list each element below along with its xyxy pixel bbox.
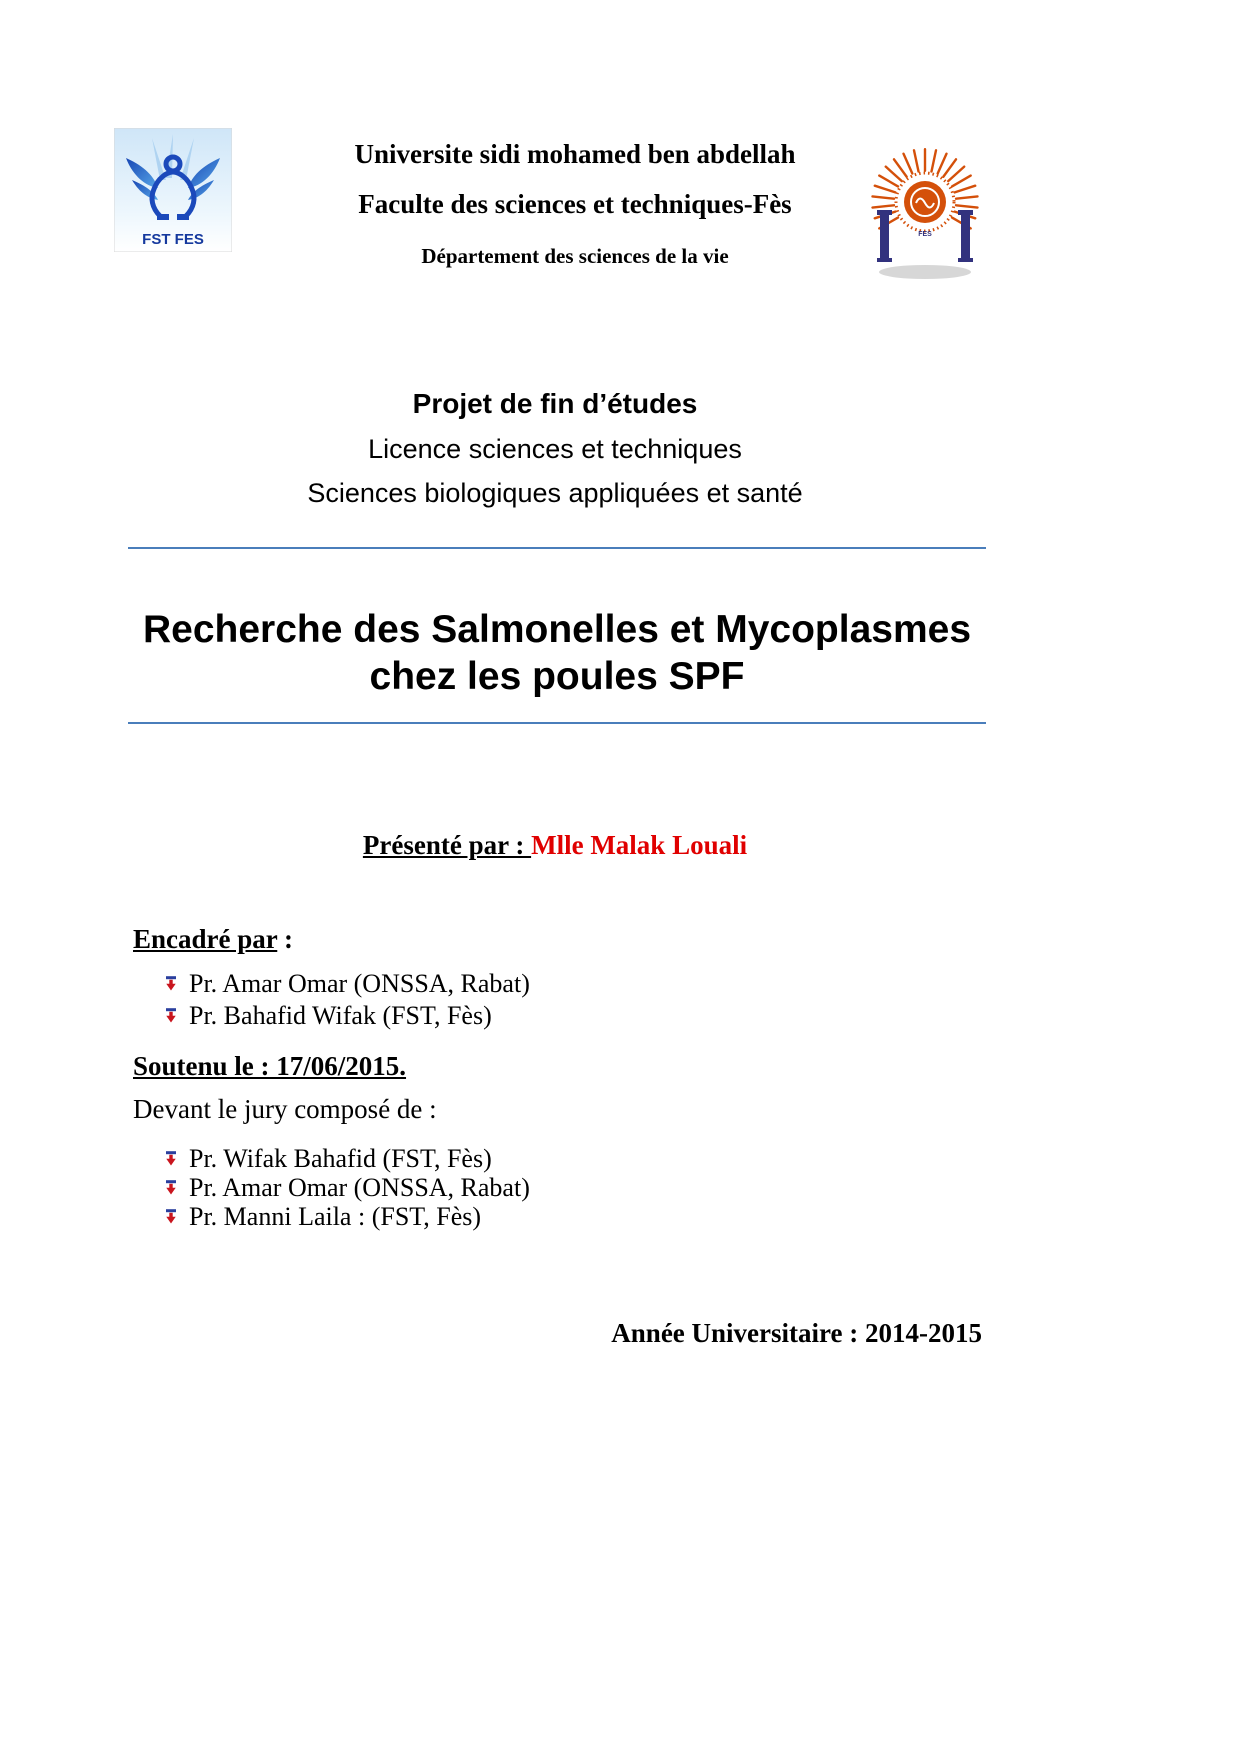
- bullet-arrow-icon: [163, 1007, 179, 1025]
- department-name: Département des sciences de la vie: [421, 244, 729, 268]
- supervisor-item: [163, 1000, 530, 1032]
- supervisor-item: [163, 968, 530, 1000]
- supervisors-label-suffix: :: [277, 924, 294, 954]
- divider-bottom: [128, 722, 986, 724]
- jury-member-name: Pr. Amar Omar (ONSSA, Rabat): [189, 1172, 530, 1202]
- supervisors-list: [163, 968, 530, 1032]
- thesis-title-line1: Recherche des Salmonelles et Mycoplasmes: [142, 608, 972, 651]
- jury-list: [163, 1144, 530, 1231]
- project-specialty: Sciences biologiques appliquées et santé: [307, 478, 803, 508]
- supervisors-label: Encadré par: [133, 924, 278, 954]
- presented-by: [0, 830, 1110, 861]
- project-block: [0, 388, 1110, 509]
- jury-item: [163, 1173, 530, 1202]
- header: [130, 133, 1020, 269]
- jury-member-name: Pr. Manni Laila : (FST, Fès): [189, 1201, 482, 1231]
- project-degree: Licence sciences et techniques: [368, 434, 742, 464]
- fst-logo-text: FST FES: [142, 231, 204, 248]
- jury-item: [163, 1144, 530, 1173]
- thesis-title-line2: chez les poules SPF: [369, 655, 745, 698]
- bullet-arrow-icon: [163, 1208, 179, 1226]
- university-emblem-text: FES: [918, 231, 932, 238]
- project-type: Projet de fin d’études: [412, 388, 698, 419]
- jury-intro: Devant le jury composé de :: [133, 1094, 437, 1124]
- bullet-arrow-icon: [163, 975, 179, 993]
- academic-year: Année Universitaire : 2014-2015: [611, 1318, 982, 1348]
- bullet-arrow-icon: [163, 1179, 179, 1197]
- thesis-title: [0, 606, 1114, 700]
- university-name: Universite sidi mohamed ben abdellah: [354, 139, 796, 169]
- bullet-arrow-icon: [163, 1150, 179, 1168]
- supervisor-name: Pr. Bahafid Wifak (FST, Fès): [189, 1001, 492, 1030]
- divider-top: [128, 547, 986, 549]
- supervisor-name: Pr. Amar Omar (ONSSA, Rabat): [189, 969, 530, 998]
- faculty-name: Faculte des sciences et techniques-Fès: [358, 189, 792, 219]
- jury-member-name: Pr. Wifak Bahafid (FST, Fès): [189, 1143, 492, 1173]
- presented-by-label: Présenté par :: [362, 830, 532, 860]
- defense-date: Soutenu le : 17/06/2015.: [133, 1051, 407, 1081]
- presented-by-name: Mlle Malak Louali: [531, 830, 748, 860]
- jury-item: [163, 1202, 530, 1231]
- supervisors-heading: [133, 924, 293, 955]
